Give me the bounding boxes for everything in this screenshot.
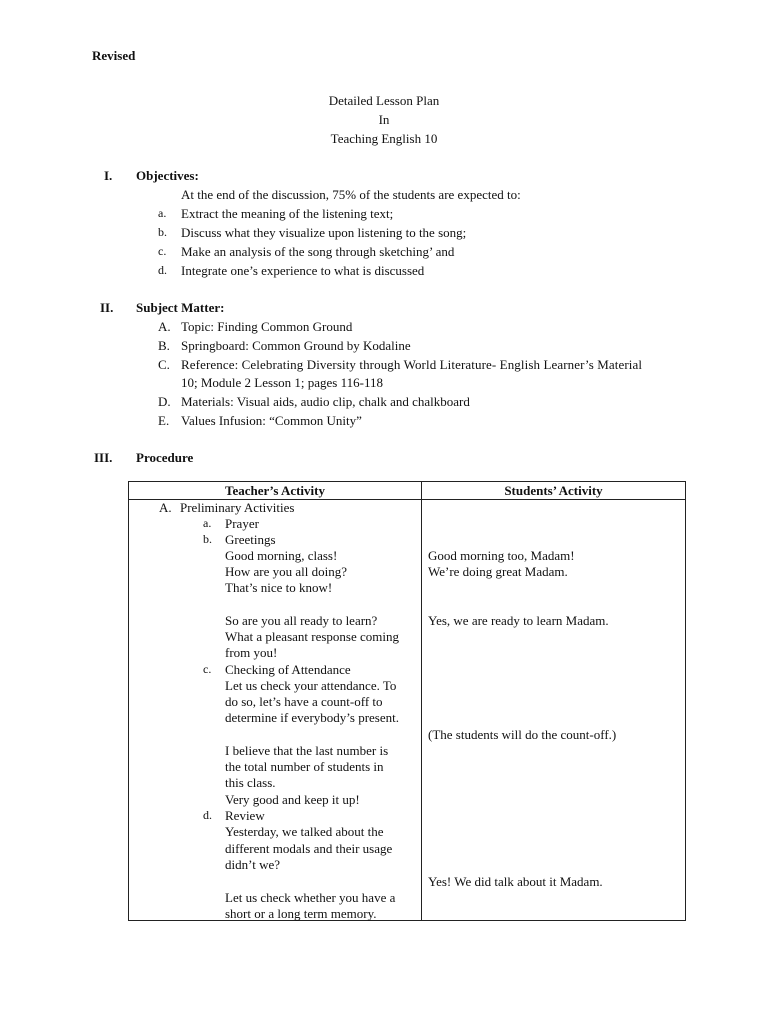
teacher-line: different modals and their usage (225, 841, 393, 856)
teacher-line: How are you all doing? (225, 564, 348, 579)
step-greetings: Greetings (225, 532, 276, 547)
subject-marker: D. (158, 394, 171, 409)
objective-marker: b. (158, 225, 167, 239)
step-marker: d. (203, 808, 212, 822)
procedure-heading: Procedure (136, 450, 194, 465)
teacher-line: That’s nice to know! (225, 580, 333, 595)
teacher-line: Yesterday, we talked about the (225, 824, 384, 839)
subject-item: Topic: Finding Common Ground (181, 319, 353, 334)
step-review: Review (225, 808, 265, 823)
title-line-2: In (378, 112, 390, 127)
teacher-line: short or a long term memory. (225, 906, 377, 921)
subject-matter-numeral: II. (100, 300, 114, 315)
subject-marker: A. (158, 319, 171, 334)
procedure-numeral: III. (94, 450, 113, 465)
teacher-line: What a pleasant response coming (225, 629, 399, 644)
title-line-1: Detailed Lesson Plan (328, 93, 440, 108)
subject-item: Materials: Visual aids, audio clip, chalk and chalkboard (181, 394, 470, 409)
table-header-row (129, 482, 686, 500)
teacher-activity-header: Teacher’s Activity (129, 482, 422, 500)
subject-item: Springboard: Common Ground by Kodaline (181, 338, 411, 353)
teacher-line: from you! (225, 645, 278, 660)
subject-marker: C. (158, 357, 170, 372)
teacher-line: I believe that the last number is (225, 743, 389, 758)
preliminary-marker: A. (159, 500, 172, 515)
step-prayer: Prayer (225, 516, 259, 531)
students-activity-cell (422, 500, 686, 921)
teacher-activity-cell (129, 500, 422, 921)
objective-item: Discuss what they visualize upon listening to the song; (181, 225, 467, 240)
objective-item: Extract the meaning of the listening text; (181, 206, 394, 221)
students-activity-header: Students’ Activity (422, 482, 686, 500)
revised-label: Revised (92, 48, 136, 63)
student-response: (The students will do the count-off.) (428, 727, 617, 742)
subject-matter-heading: Subject Matter: (136, 300, 225, 315)
objective-item: Make an analysis of the song through sketching’ and (181, 244, 455, 259)
teacher-line: this class. (225, 775, 276, 790)
step-attendance: Checking of Attendance (225, 662, 351, 677)
teacher-line: Good morning, class! (225, 548, 338, 563)
activity-table (128, 481, 686, 921)
objective-marker: d. (158, 263, 167, 277)
table-row (129, 500, 686, 921)
subject-marker: E. (158, 413, 170, 428)
step-marker: b. (203, 532, 212, 546)
title-line-3: Teaching English 10 (330, 131, 438, 146)
objective-marker: c. (158, 244, 167, 258)
teacher-line: determine if everybody’s present. (225, 710, 399, 725)
step-marker: a. (203, 516, 212, 530)
student-response: Good morning too, Madam! (428, 548, 575, 563)
objectives-numeral: I. (104, 168, 113, 183)
teacher-line: Very good and keep it up! (225, 792, 360, 807)
preliminary-activities: Preliminary Activities (180, 500, 295, 515)
teacher-line: didn’t we? (225, 857, 280, 872)
student-response: Yes! We did talk about it Madam. (428, 874, 603, 889)
step-marker: c. (203, 662, 212, 676)
subject-item-continued: 10; Module 2 Lesson 1; pages 116-118 (181, 375, 383, 390)
objective-item: Integrate one’s experience to what is discussed (181, 263, 425, 278)
objective-marker: a. (158, 206, 167, 220)
teacher-line: Let us check your attendance. To (225, 678, 397, 693)
objectives-intro: At the end of the discussion, 75% of the students are expected to: (181, 187, 521, 202)
teacher-line: the total number of students in (225, 759, 384, 774)
teacher-line: do so, let’s have a count-off to (225, 694, 383, 709)
objectives-heading: Objectives: (136, 168, 199, 183)
subject-item: Reference: Celebrating Diversity through World Literature- English Learner’s Material (181, 357, 643, 372)
teacher-line: Let us check whether you have a (225, 890, 396, 905)
student-response: We’re doing great Madam. (428, 564, 568, 579)
teacher-line: So are you all ready to learn? (225, 613, 378, 628)
subject-marker: B. (158, 338, 170, 353)
student-response: Yes, we are ready to learn Madam. (428, 613, 609, 628)
subject-item: Values Infusion: “Common Unity” (181, 413, 362, 428)
